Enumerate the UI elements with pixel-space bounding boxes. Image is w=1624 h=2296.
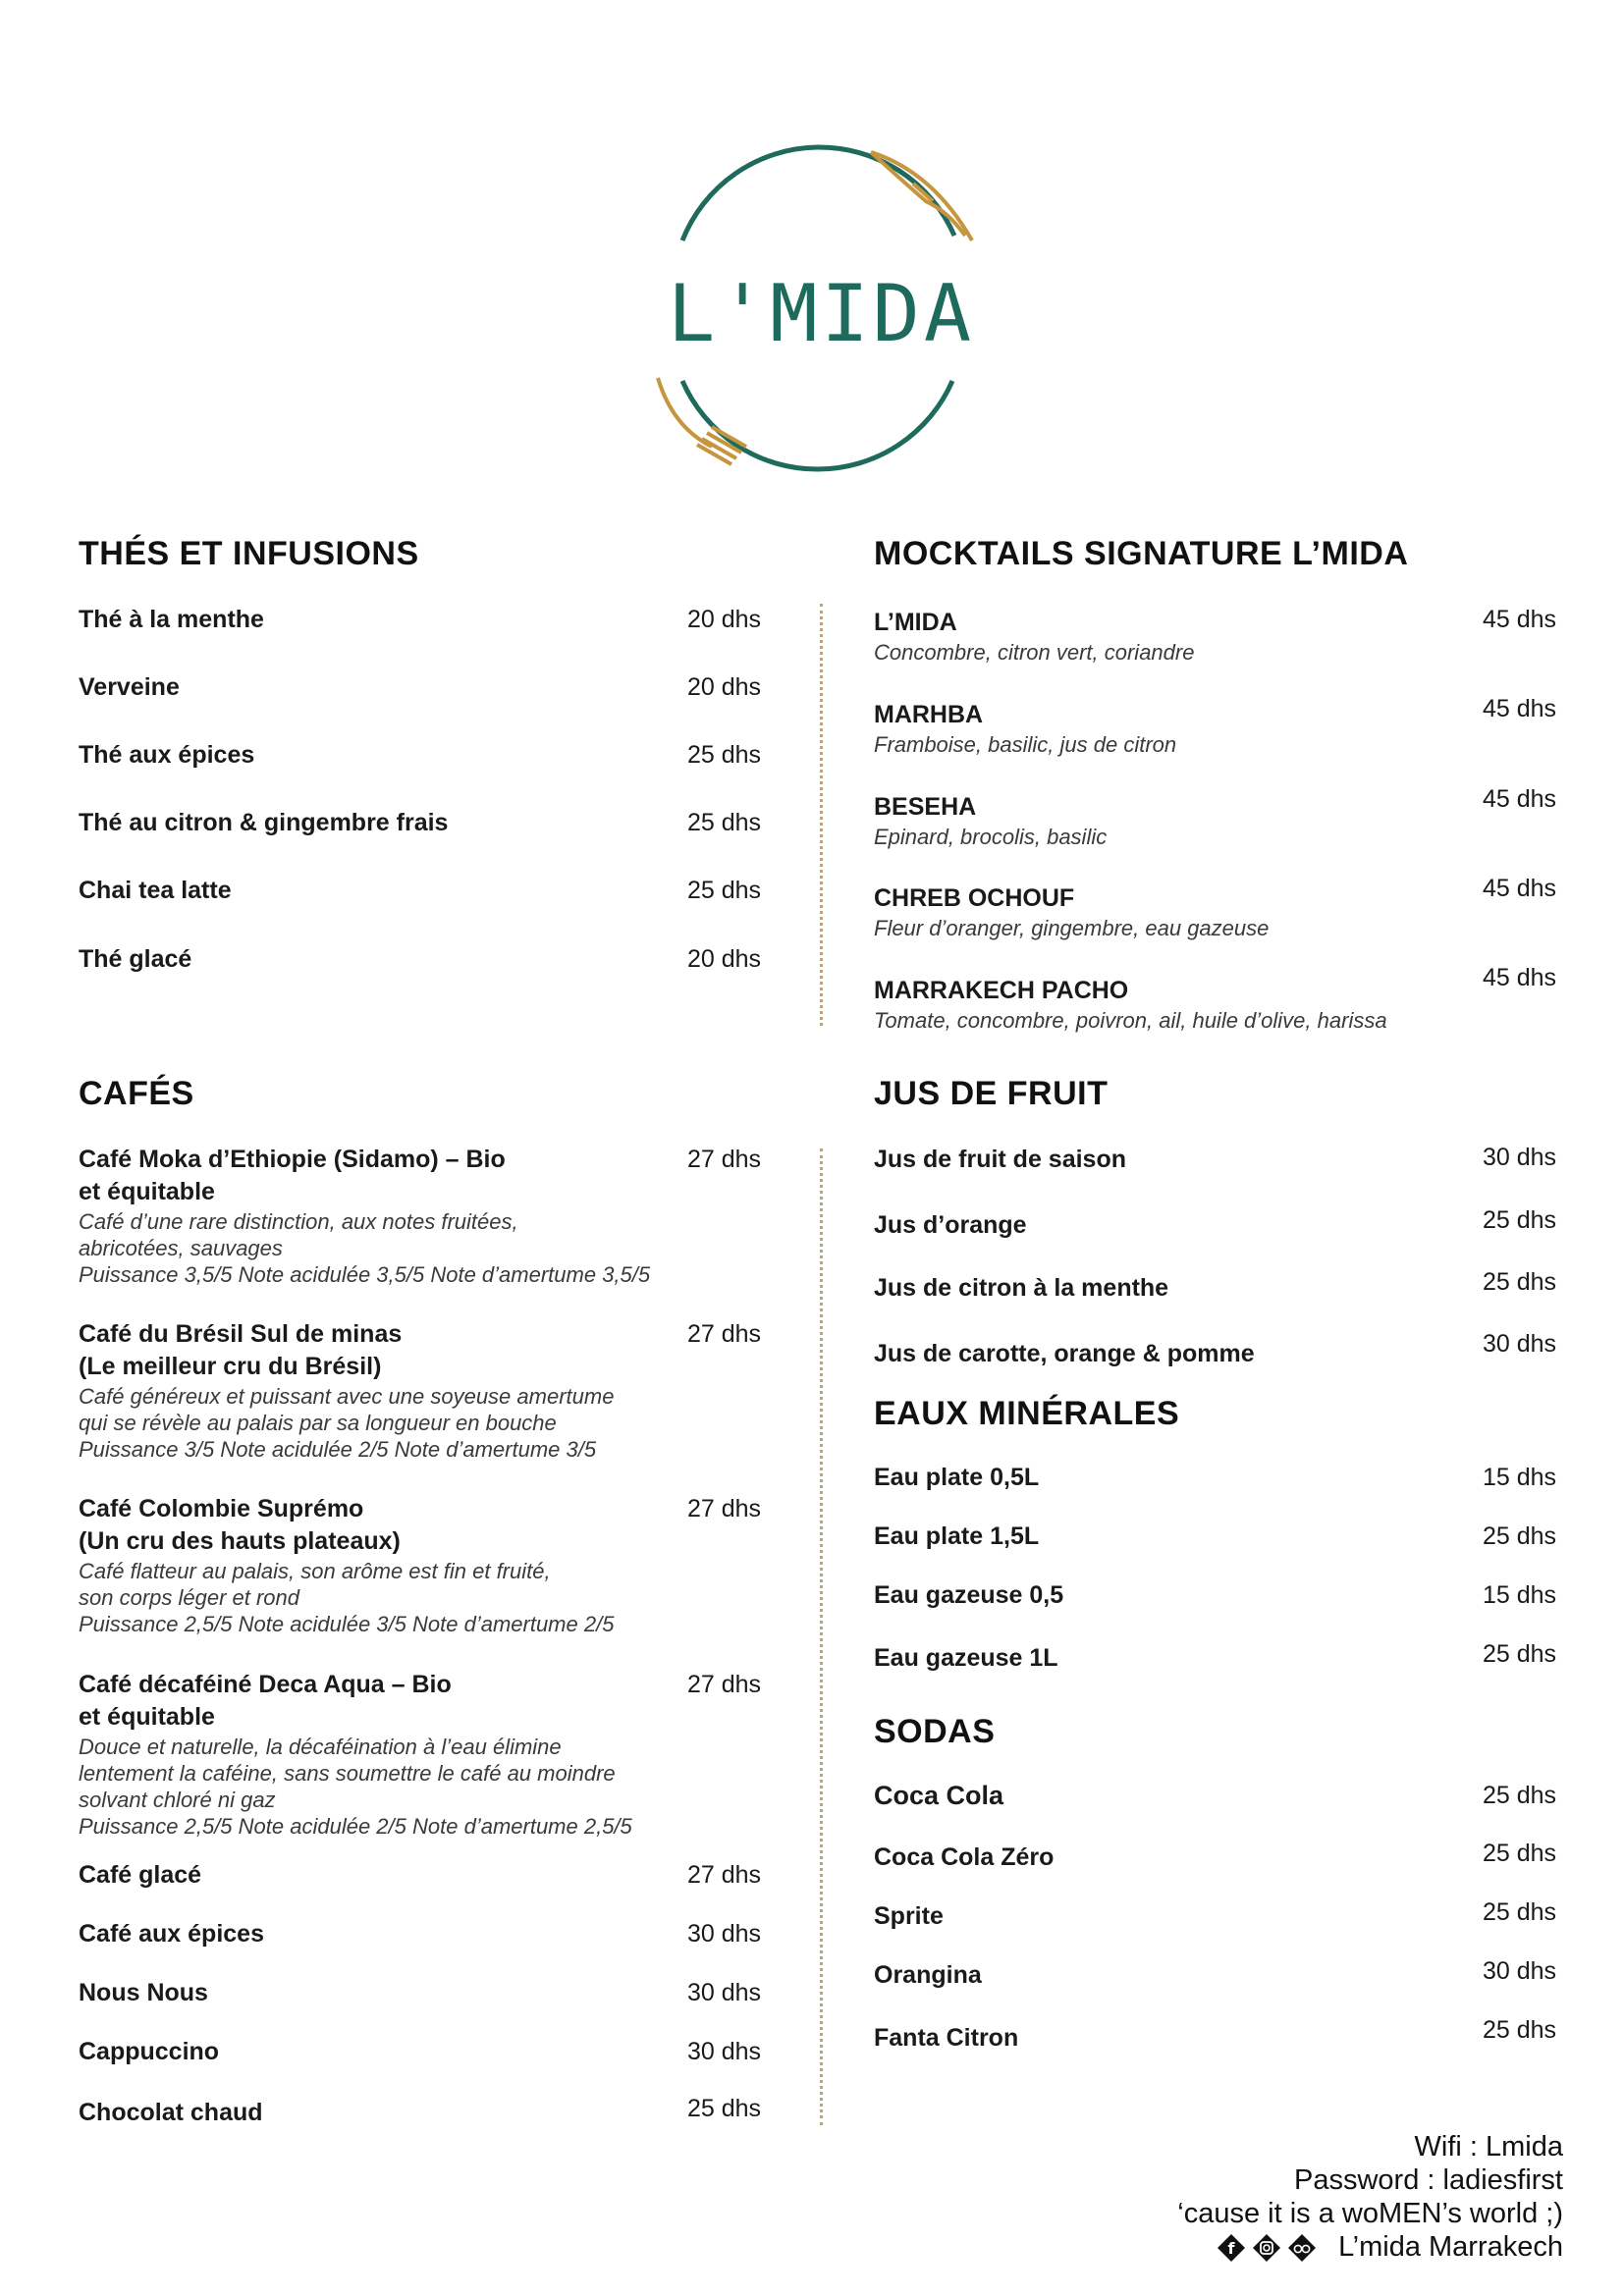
item-price: 45 dhs	[1482, 606, 1556, 633]
item-name: Cappuccino	[79, 2038, 220, 2065]
menu-item	[79, 1318, 761, 1463]
menu-item	[874, 785, 1556, 850]
item-price: 25 dhs	[1482, 1840, 1556, 1867]
item-name: Eau plate 1,5L	[874, 1522, 1040, 1550]
item-name: Coca Cola Zéro	[874, 1843, 1055, 1871]
facebook-icon[interactable]	[1217, 2233, 1246, 2263]
menu-item	[874, 1900, 1556, 1933]
item-name: Eau gazeuse 0,5	[874, 1581, 1064, 1609]
item-price: 15 dhs	[1482, 1464, 1556, 1491]
section-title-mocktails: MOCKTAILS SIGNATURE L’MIDA	[874, 535, 1409, 572]
menu-item	[874, 1521, 1556, 1553]
menu-item	[874, 1330, 1556, 1370]
item-price: 27 dhs	[686, 1146, 761, 1173]
item-desc: Puissance 3,5/5 Note acidulée 3,5/5 Note d’amertume 3,5/5	[79, 1262, 651, 1287]
item-name: Jus de fruit de saison	[874, 1146, 1127, 1173]
menu-item	[874, 964, 1556, 1034]
item-price: 20 dhs	[686, 945, 761, 973]
item-price: 25 dhs	[1482, 2016, 1556, 2044]
item-price: 25 dhs	[686, 2095, 761, 2122]
item-price: 27 dhs	[686, 1495, 761, 1522]
item-name: Thé à la menthe	[79, 606, 264, 633]
menu-item	[79, 943, 761, 976]
item-price: 45 dhs	[1482, 695, 1556, 722]
menu-item	[874, 875, 1556, 941]
tagline: ‘cause it is a woMEN’s world ;)	[1177, 2198, 1563, 2229]
item-price: 25 dhs	[1482, 1782, 1556, 1809]
menu-item	[79, 1493, 761, 1637]
item-price: 20 dhs	[686, 606, 761, 633]
item-name: Fanta Citron	[874, 2024, 1019, 2052]
item-name: Sprite	[874, 1902, 944, 1930]
item-desc: Puissance 2,5/5 Note acidulée 3/5 Note d’amertume 2/5	[79, 1612, 615, 1636]
menu-item	[79, 875, 761, 907]
item-desc: solvant chloré ni gaz	[79, 1788, 276, 1812]
item-name: Café Moka d’Ethiopie (Sidamo) – Bio	[79, 1146, 506, 1173]
instagram-icon[interactable]	[1252, 2233, 1281, 2263]
item-desc: Puissance 3/5 Note acidulée 2/5 Note d’amertume 3/5	[79, 1437, 597, 1462]
section-title-sodas: SODAS	[874, 1713, 996, 1750]
item-desc: Café généreux et puissant avec une soyeuse amertume	[79, 1384, 615, 1409]
item-price: 25 dhs	[1482, 1268, 1556, 1296]
item-price: 25 dhs	[1482, 1898, 1556, 1926]
item-name-line2: (Le meilleur cru du Brésil)	[79, 1353, 382, 1380]
menu-item	[874, 1642, 1556, 1675]
item-price: 27 dhs	[686, 1320, 761, 1348]
item-name: Nous Nous	[79, 1979, 208, 2006]
item-price: 30 dhs	[686, 1979, 761, 2006]
item-price: 30 dhs	[1482, 1957, 1556, 1985]
item-price: 15 dhs	[1482, 1581, 1556, 1609]
item-name-line2: et équitable	[79, 1178, 215, 1205]
item-price: 25 dhs	[1482, 1522, 1556, 1550]
item-desc: Tomate, concombre, poivron, ail, huile d’olive, harissa	[874, 1008, 1387, 1033]
menu-item	[79, 671, 761, 704]
menu-item	[874, 1579, 1556, 1612]
item-desc: Epinard, brocolis, basilic	[874, 825, 1108, 849]
item-name: MARRAKECH PACHO	[874, 977, 1129, 1004]
item-price: 45 dhs	[1482, 964, 1556, 991]
item-name: L’MIDA	[874, 609, 957, 636]
menu-item	[79, 807, 761, 839]
menu-item	[79, 1918, 761, 1950]
item-price: 30 dhs	[1482, 1144, 1556, 1171]
social-handle: L’mida Marrakech	[1338, 2231, 1563, 2263]
item-price: 25 dhs	[686, 741, 761, 769]
menu-item	[79, 2036, 761, 2068]
item-name: CHREB OCHOUF	[874, 884, 1075, 912]
tripadvisor-icon[interactable]	[1287, 2233, 1317, 2263]
item-desc: qui se révèle au palais par sa longueur en bouche	[79, 1411, 557, 1435]
menu-item	[79, 604, 761, 636]
menu-item	[79, 1859, 761, 1892]
logo-circle-bottom	[682, 381, 952, 469]
item-name: Chocolat chaud	[79, 2099, 263, 2126]
item-desc: son corps léger et rond	[79, 1585, 300, 1610]
item-desc: Douce et naturelle, la décaféination à l’eau élimine	[79, 1735, 562, 1759]
section-title-eaux: EAUX MINÉRALES	[874, 1395, 1180, 1432]
svg-text:f: f	[1227, 2239, 1235, 2259]
item-name: Coca Cola	[874, 1781, 1004, 1810]
social-icons	[1217, 2233, 1317, 2263]
item-price: 30 dhs	[686, 1920, 761, 1948]
fork-icon	[658, 378, 746, 464]
item-name-line2: (Un cru des hauts plateaux)	[79, 1527, 401, 1555]
item-name: Verveine	[79, 673, 180, 701]
item-price: 25 dhs	[1482, 1206, 1556, 1234]
item-price: 45 dhs	[1482, 875, 1556, 902]
item-price: 45 dhs	[1482, 785, 1556, 813]
menu-item	[79, 2097, 761, 2129]
item-desc: Framboise, basilic, jus de citron	[874, 732, 1177, 757]
item-price: 25 dhs	[686, 809, 761, 836]
item-desc: Café d’une rare distinction, aux notes fruitées,	[79, 1209, 518, 1234]
item-name: Thé glacé	[79, 945, 192, 973]
item-price: 27 dhs	[686, 1861, 761, 1889]
menu-item	[874, 1842, 1556, 1874]
item-desc: Café flatteur au palais, son arôme est fin et fruité,	[79, 1559, 551, 1583]
item-desc: lentement la caféine, sans soumettre le café au moindre	[79, 1761, 616, 1786]
menu-item	[874, 607, 1556, 666]
menu-item	[874, 1268, 1556, 1305]
social-row	[1177, 2230, 1563, 2264]
wifi-password: Password : ladiesfirst	[1294, 2164, 1563, 2196]
item-price: 30 dhs	[686, 2038, 761, 2065]
menu-item	[79, 1977, 761, 2009]
menu-item	[79, 739, 761, 772]
item-desc: Puissance 2,5/5 Note acidulée 2/5 Note d’amertume 2,5/5	[79, 1814, 632, 1839]
logo-circle-top	[682, 147, 954, 240]
item-name: BESEHA	[874, 793, 977, 821]
section-title-jus: JUS DE FRUIT	[874, 1075, 1109, 1112]
section-title-thes: THÉS ET INFUSIONS	[79, 535, 419, 572]
item-desc: abricotées, sauvages	[79, 1236, 283, 1260]
item-name: Café glacé	[79, 1861, 202, 1889]
item-price: 25 dhs	[1482, 1640, 1556, 1668]
knife-icon	[871, 152, 972, 240]
menu-item	[874, 1462, 1556, 1494]
item-name: Eau plate 0,5L	[874, 1464, 1040, 1491]
menu-item	[874, 1206, 1556, 1242]
wifi-name: Wifi : Lmida	[1414, 2131, 1563, 2163]
column-divider-bottom	[820, 1148, 823, 2125]
item-name: Café du Brésil Sul de minas	[79, 1320, 403, 1348]
item-price: 20 dhs	[686, 673, 761, 701]
item-name: Thé aux épices	[79, 741, 255, 769]
menu-item	[874, 2016, 1556, 2055]
menu-item	[874, 695, 1556, 758]
section-title-cafes: CAFÉS	[79, 1075, 194, 1112]
item-desc: Fleur d’oranger, gingembre, eau gazeuse	[874, 916, 1270, 940]
item-name: Eau gazeuse 1L	[874, 1644, 1058, 1672]
wifi-info	[1177, 2130, 1563, 2264]
item-price: 25 dhs	[686, 877, 761, 904]
item-name-line2: et équitable	[79, 1703, 215, 1731]
item-name: Jus d’orange	[874, 1211, 1027, 1239]
column-divider-top	[820, 604, 823, 1026]
item-price: 27 dhs	[686, 1671, 761, 1698]
menu-item	[79, 1144, 761, 1288]
item-name: Orangina	[874, 1961, 982, 1989]
item-price: 30 dhs	[1482, 1330, 1556, 1358]
item-name: Jus de citron à la menthe	[874, 1274, 1169, 1302]
item-name: Café décaféiné Deca Aqua – Bio	[79, 1671, 452, 1698]
menu-item	[79, 1669, 761, 1840]
item-name: Café aux épices	[79, 1920, 264, 1948]
menu-item	[874, 1959, 1556, 1992]
item-desc: Concombre, citron vert, coriandre	[874, 640, 1195, 665]
menu-item	[874, 1780, 1556, 1812]
item-name: Café Colombie Suprémo	[79, 1495, 364, 1522]
item-name: Chai tea latte	[79, 877, 232, 904]
item-name: Jus de carotte, orange & pomme	[874, 1340, 1255, 1367]
item-name: Thé au citron & gingembre frais	[79, 809, 449, 836]
item-name: MARHBA	[874, 701, 984, 728]
menu-item	[874, 1144, 1556, 1176]
logo-wordmark: L'MIDA	[668, 268, 975, 359]
